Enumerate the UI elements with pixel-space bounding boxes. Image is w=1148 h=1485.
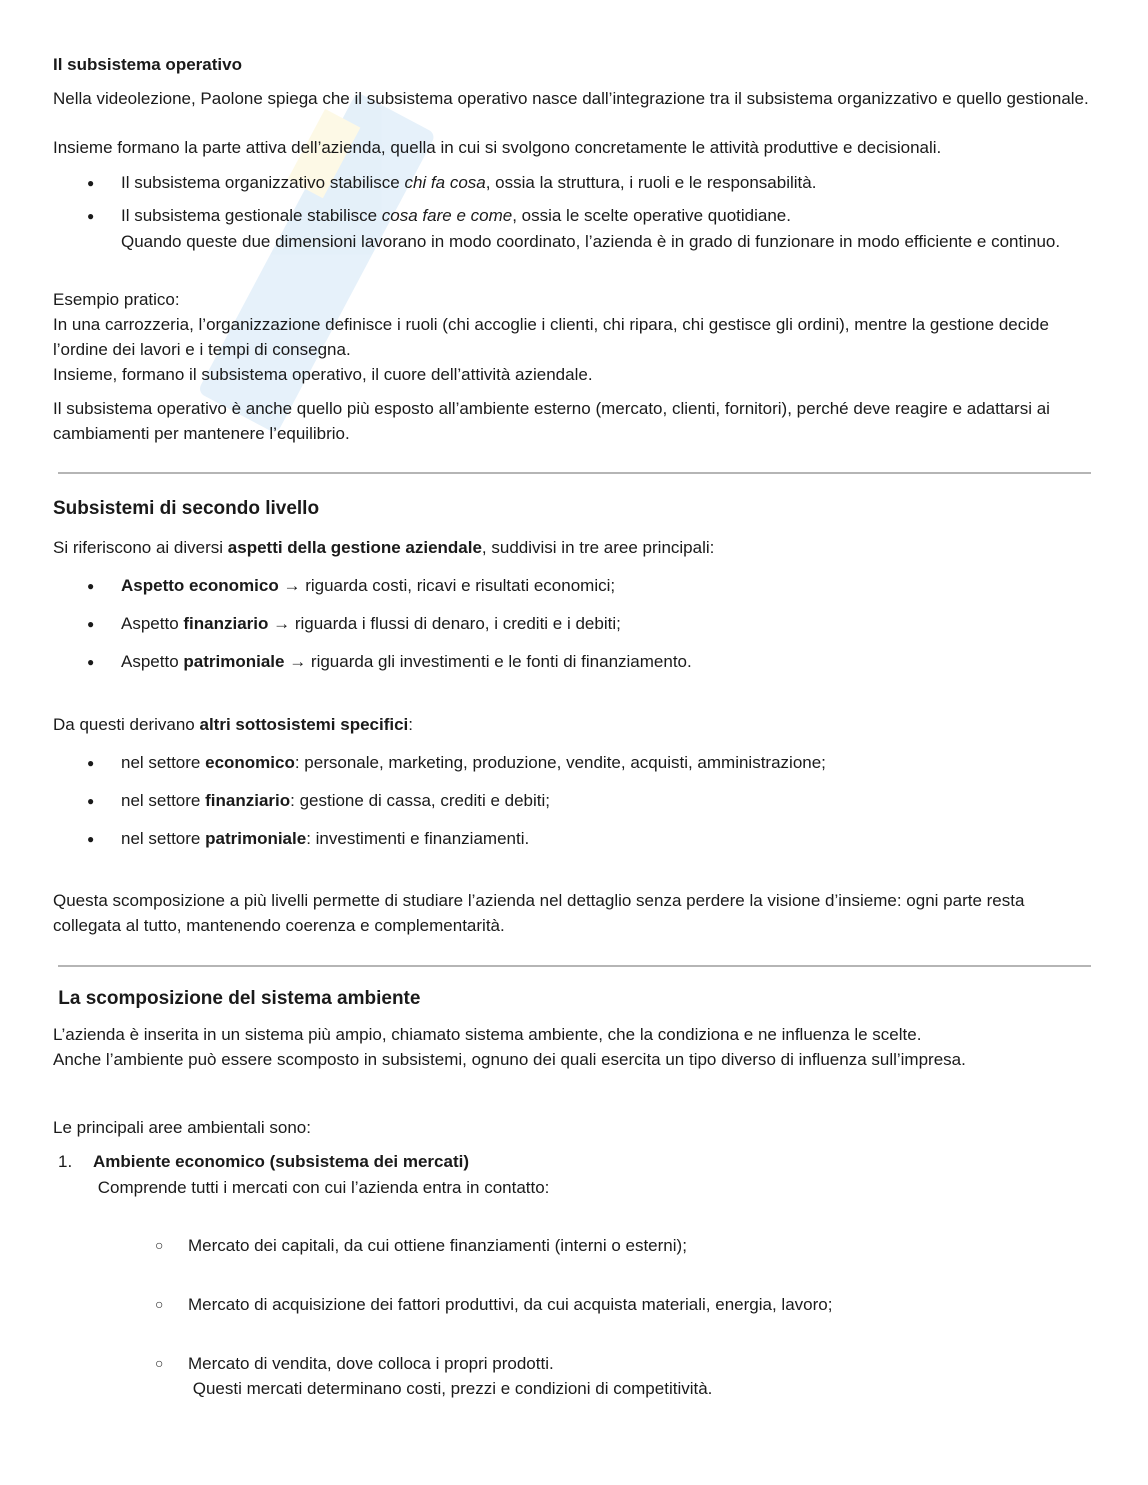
list-item: nel settore patrimoniale: investimenti e finanziamenti. [121, 829, 530, 848]
circle-bullet-icon: ○ [155, 1237, 164, 1253]
paragraph: Si riferiscono ai diversi aspetti della gestione aziendale, suddivisi in tre aree principali: [53, 538, 715, 557]
bullet-icon: ● [87, 617, 95, 631]
bullet-icon: ● [87, 176, 95, 190]
circle-bullet-icon: ○ [155, 1296, 164, 1312]
list-item: Aspetto patrimoniale → riguarda gli investimenti e le fonti di finanziamento. [121, 652, 692, 671]
paragraph: Anche l’ambiente può essere scomposto in subsistemi, ognuno dei quali esercita un tipo diverso di influenza sull’impresa. [53, 1050, 966, 1069]
divider [58, 472, 1091, 474]
paragraph: Insieme formano la parte attiva dell’azienda, quella in cui si svolgono concretamente le attività produttive e decisionali. [53, 138, 942, 157]
list-item: Aspetto finanziario → riguarda i flussi di denaro, i crediti e i debiti; [121, 614, 621, 633]
paragraph: Questa scomposizione a più livelli permette di studiare l’azienda nel dettaglio senza perdere la visione d’insieme: ogni parte resta collegata al tutto, mantenendo coerenza e complementarità. [53, 891, 1025, 935]
example-label: Esempio pratico: [53, 290, 180, 309]
bullet-icon: ● [87, 832, 95, 846]
paragraph: In una carrozzeria, l’organizzazione definisce i ruoli (chi accoglie i clienti, chi ripara, chi gestisce gli ordini), mentre la gestione decide l’ordine dei lavori e i tempi di consegna. [53, 315, 1049, 359]
numbered-item-title: Ambiente economico (subsistema dei mercati) [93, 1152, 469, 1171]
paragraph: Insieme, formano il subsistema operativo, il cuore dell’attività aziendale. [53, 365, 593, 384]
paragraph: L’azienda è inserita in un sistema più ampio, chiamato sistema ambiente, che la condiziona e ne influenza le scelte. [53, 1025, 922, 1044]
list-item: Aspetto economico → riguarda costi, ricavi e risultati economici; [121, 576, 616, 595]
list-item: Il subsistema organizzativo stabilisce chi fa cosa, ossia la struttura, i ruoli e le responsabilità. [121, 173, 817, 192]
bullet-icon: ● [87, 579, 95, 593]
section-title-sistema-ambiente: La scomposizione del sistema ambiente [53, 988, 421, 1009]
list-number: 1. [58, 1152, 73, 1171]
circle-bullet-icon: ○ [155, 1355, 164, 1371]
paragraph: Le principali aree ambientali sono: [53, 1118, 311, 1137]
list-item: nel settore economico: personale, marketing, produzione, vendite, acquisti, amministrazione; [121, 753, 826, 772]
paragraph: Da questi derivano altri sottosistemi specifici: [53, 715, 414, 734]
divider [58, 965, 1091, 967]
section-title-subsistemi-secondo-livello: Subsistemi di secondo livello [53, 498, 320, 519]
bullet-icon: ● [87, 209, 95, 223]
bullet-icon: ● [87, 756, 95, 770]
sub-list-item-continuation: Questi mercati determinano costi, prezzi e condizioni di competitività. [188, 1379, 713, 1398]
sub-list-item: Mercato di vendita, dove colloca i propri prodotti. [188, 1354, 554, 1373]
paragraph: Nella videolezione, Paolone spiega che il subsistema operativo nasce dall’integrazione tra il subsistema organizzativo e quello gestionale. [53, 89, 1089, 108]
section-title-subsistema-operativo: Il subsistema operativo [53, 55, 242, 74]
list-item: Il subsistema gestionale stabilisce cosa fare e come, ossia le scelte operative quotidiane. [121, 206, 791, 225]
bullet-icon: ● [87, 655, 95, 669]
list-item-continuation: Quando queste due dimensioni lavorano in modo coordinato, l’azienda è in grado di funzionare in modo efficiente e continuo. [121, 232, 1061, 251]
bullet-icon: ● [87, 794, 95, 808]
paragraph: Il subsistema operativo è anche quello più esposto all’ambiente esterno (mercato, clienti, fornitori), perché deve reagire e adattarsi ai cambiamenti per mantenere l’equilibrio. [53, 399, 1050, 443]
numbered-item-desc: Comprende tutti i mercati con cui l’azienda entra in contatto: [93, 1178, 550, 1197]
sub-list-item: Mercato di acquisizione dei fattori produttivi, da cui acquista materiali, energia, lavoro; [188, 1295, 833, 1314]
sub-list-item: Mercato dei capitali, da cui ottiene finanziamenti (interni o esterni); [188, 1236, 687, 1255]
list-item: nel settore finanziario: gestione di cassa, crediti e debiti; [121, 791, 550, 810]
